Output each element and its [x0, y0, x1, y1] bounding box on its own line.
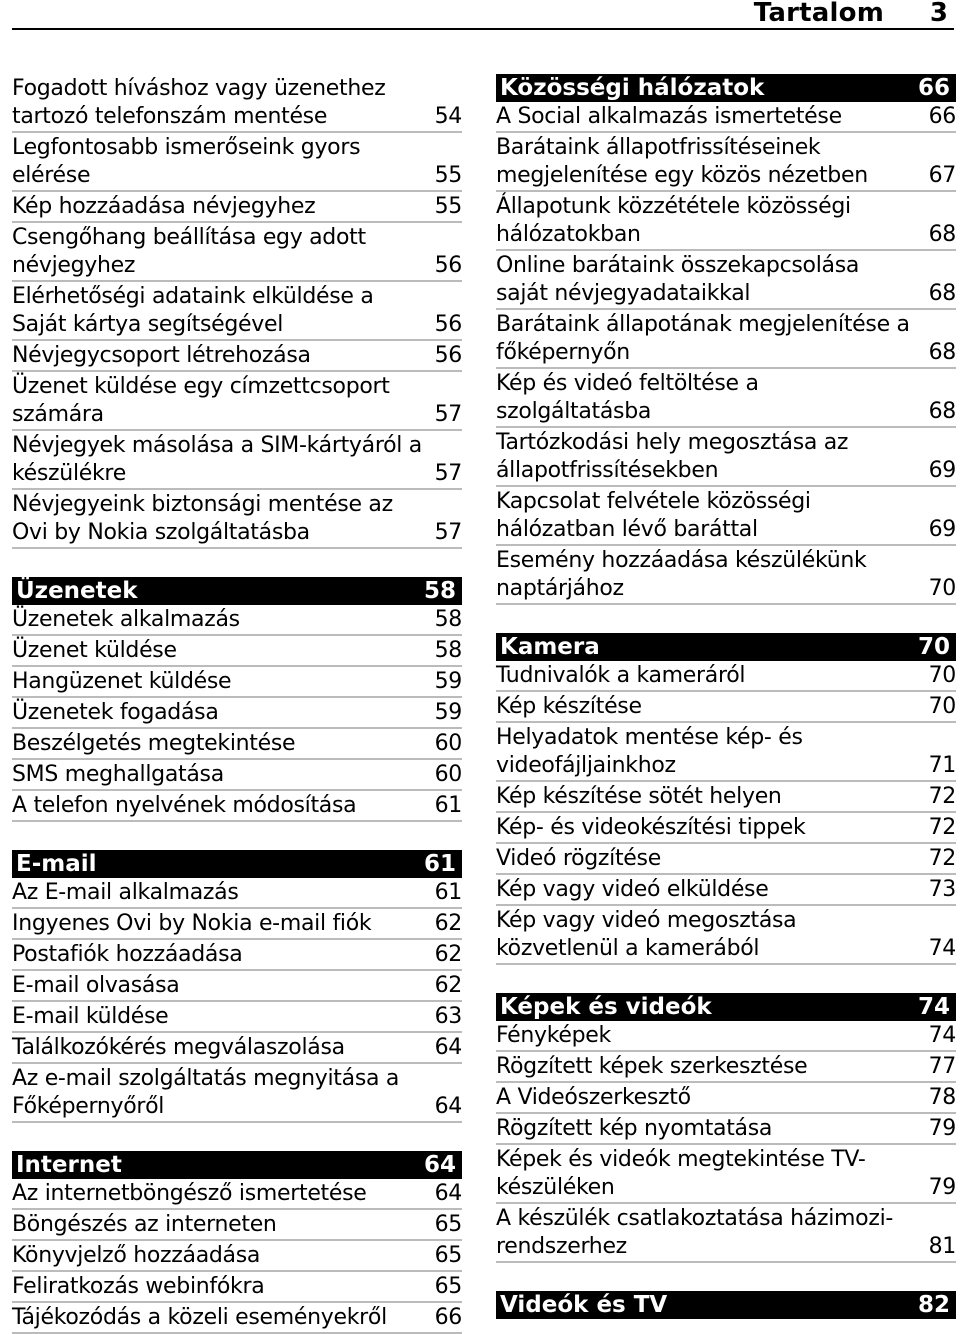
entry-title: Az e-mail szolgáltatás megnyitása a Főképernyőről	[12, 1066, 400, 1119]
entry-page-number: 68	[928, 340, 956, 365]
entry-title: Tartózkodási hely megosztása az állapotfrissítésekben	[496, 430, 849, 483]
toc-entry[interactable]	[12, 1303, 462, 1334]
entry-title: Feliratkozás webinfókra	[12, 1274, 265, 1299]
entry-page-number: 55	[434, 194, 462, 219]
entry-title: Az E-mail alkalmazás	[12, 880, 239, 905]
entry-page-number: 66	[928, 104, 956, 129]
entry-page-number: 57	[434, 461, 462, 486]
entry-title: Kép készítése sötét helyen	[496, 784, 782, 809]
toc-section-heading[interactable]	[496, 993, 956, 1021]
toc-entry[interactable]	[496, 1021, 956, 1052]
toc-entry[interactable]	[496, 546, 956, 605]
entry-page-number: 63	[434, 1004, 462, 1029]
toc-entry[interactable]	[496, 661, 956, 692]
entry-page-number: 79	[928, 1116, 956, 1141]
entry-title: Képek és videók megtekintése TV-készüléken	[496, 1147, 866, 1200]
entry-title: Találkozókérés megválaszolása	[12, 1035, 345, 1060]
section-page-number: 58	[423, 578, 456, 604]
entry-title: A készülék csatlakoztatása házimozi-rendszerhez	[496, 1206, 894, 1259]
entry-page-number: 61	[434, 793, 462, 818]
toc-entry[interactable]	[12, 1179, 462, 1210]
entry-title: Barátaink állapotfrissítéseinek megjelenítése egy közös nézetben	[496, 135, 868, 188]
entry-title: Rögzített kép nyomtatása	[496, 1116, 773, 1141]
entry-page-number: 73	[928, 877, 956, 902]
toc-entry[interactable]	[496, 192, 956, 251]
entry-page-number: 65	[434, 1243, 462, 1268]
entry-title: Kép vagy videó elküldése	[496, 877, 769, 902]
entry-page-number: 74	[928, 1023, 956, 1048]
entry-page-number: 62	[434, 911, 462, 936]
entry-page-number: 61	[434, 880, 462, 905]
section-title: Videók és TV	[500, 1292, 668, 1318]
entry-title: Videó rögzítése	[496, 846, 661, 871]
toc-entry[interactable]	[496, 813, 956, 844]
toc-entry[interactable]	[496, 1114, 956, 1145]
header-rule	[12, 28, 954, 30]
entry-title: Csengőhang beállítása egy adott névjegyhez	[12, 225, 366, 278]
entry-page-number: 70	[928, 694, 956, 719]
entry-page-number: 81	[928, 1234, 956, 1259]
entry-page-number: 57	[434, 520, 462, 545]
entry-page-number: 60	[434, 731, 462, 756]
entry-page-number: 60	[434, 762, 462, 787]
toc-entry[interactable]	[12, 1210, 462, 1241]
section-page-number: 74	[917, 994, 950, 1020]
toc-right-column	[496, 74, 956, 1319]
entry-page-number: 57	[434, 402, 462, 427]
toc-entry[interactable]	[12, 282, 462, 341]
header-title: Tartalom	[753, 0, 884, 28]
entry-title: A telefon nyelvének módosítása	[12, 793, 357, 818]
entry-page-number: 71	[928, 753, 956, 778]
entry-title: Az internetböngésző ismertetése	[12, 1181, 367, 1206]
entry-page-number: 62	[434, 942, 462, 967]
toc-entry[interactable]	[12, 791, 462, 822]
toc-entry[interactable]	[12, 1241, 462, 1272]
entry-title: Online barátaink összekapcsolása saját névjegyadataikkal	[496, 253, 860, 306]
toc-section-heading[interactable]	[12, 850, 462, 878]
toc-entry[interactable]	[496, 1052, 956, 1083]
entry-page-number: 64	[434, 1035, 462, 1060]
toc-entry[interactable]	[496, 251, 956, 310]
toc-entry[interactable]	[12, 133, 462, 192]
entry-page-number: 74	[928, 936, 956, 961]
entry-title: Hangüzenet küldése	[12, 669, 232, 694]
entry-title: Legfontosabb ismerőseink gyors elérése	[12, 135, 361, 188]
toc-entry[interactable]	[12, 74, 462, 133]
toc-section-heading[interactable]	[12, 1151, 462, 1179]
entry-title: Üzenet küldése egy címzettcsoport számára	[12, 374, 390, 427]
toc-entry[interactable]	[12, 760, 462, 791]
entry-page-number: 64	[434, 1181, 462, 1206]
entry-page-number: 79	[928, 1175, 956, 1200]
section-title: Internet	[16, 1152, 122, 1178]
entry-title: Kép készítése	[496, 694, 642, 719]
toc-entry[interactable]	[12, 940, 462, 971]
entry-page-number: 70	[928, 663, 956, 688]
entry-title: Ingyenes Ovi by Nokia e-mail fiók	[12, 911, 372, 936]
section-title: E-mail	[16, 851, 97, 877]
entry-title: Böngészés az interneten	[12, 1212, 277, 1237]
section-title: Kamera	[500, 634, 600, 660]
entry-page-number: 56	[434, 253, 462, 278]
toc-entry[interactable]	[496, 844, 956, 875]
section-page-number: 66	[917, 75, 950, 101]
entry-title: E-mail olvasása	[12, 973, 180, 998]
toc-section-heading[interactable]	[496, 74, 956, 102]
entry-title: A Videószerkesztő	[496, 1085, 691, 1110]
toc-section-heading[interactable]	[496, 1291, 956, 1319]
section-page-number: 64	[423, 1152, 456, 1178]
entry-page-number: 68	[928, 399, 956, 424]
toc-entry[interactable]	[496, 428, 956, 487]
entry-page-number: 66	[434, 1305, 462, 1330]
toc-entry[interactable]	[496, 487, 956, 546]
entry-page-number: 56	[434, 312, 462, 337]
entry-title: Postafiók hozzáadása	[12, 942, 243, 967]
entry-title: Üzenet küldése	[12, 638, 177, 663]
toc-entry[interactable]	[12, 1272, 462, 1303]
entry-title: Fogadott híváshoz vagy üzenethez tartozó telefonszám mentése	[12, 76, 386, 129]
entry-page-number: 55	[434, 163, 462, 188]
entry-title: Esemény hozzáadása készülékünk naptárjához	[496, 548, 867, 601]
toc-entry[interactable]	[496, 782, 956, 813]
toc-entry[interactable]	[12, 372, 462, 431]
entry-title: Beszélgetés megtekintése	[12, 731, 296, 756]
toc-entry[interactable]	[496, 723, 956, 782]
entry-page-number: 68	[928, 222, 956, 247]
toc-entry[interactable]	[12, 878, 462, 909]
toc-entry[interactable]	[12, 223, 462, 282]
entry-page-number: 65	[434, 1212, 462, 1237]
toc-entry[interactable]	[496, 133, 956, 192]
toc-entry[interactable]	[12, 667, 462, 698]
toc-entry[interactable]	[12, 605, 462, 636]
toc-entry[interactable]	[12, 698, 462, 729]
toc-entry[interactable]	[12, 192, 462, 223]
entry-page-number: 67	[928, 163, 956, 188]
entry-title: A Social alkalmazás ismertetése	[496, 104, 842, 129]
section-page-number: 82	[917, 1292, 950, 1318]
toc-entry[interactable]	[496, 1083, 956, 1114]
entry-title: Elérhetőségi adataink elküldése a Saját kártya segítségével	[12, 284, 374, 337]
toc-entry[interactable]	[496, 310, 956, 369]
page-header	[0, 0, 960, 32]
toc-entry[interactable]	[12, 909, 462, 940]
entry-page-number: 58	[434, 607, 462, 632]
entry-title: Kapcsolat felvétele közösségi hálózatban lévő baráttal	[496, 489, 811, 542]
toc-entry[interactable]	[12, 431, 462, 490]
entry-title: Helyadatok mentése kép- és videofájljainkhoz	[496, 725, 803, 778]
entry-title: Kép- és videokészítési tippek	[496, 815, 806, 840]
toc-entry[interactable]	[496, 692, 956, 723]
section-title: Képek és videók	[500, 994, 712, 1020]
entry-title: E-mail küldése	[12, 1004, 169, 1029]
toc-entry[interactable]	[12, 729, 462, 760]
entry-title: Tudnivalók a kameráról	[496, 663, 746, 688]
entry-page-number: 72	[928, 784, 956, 809]
entry-page-number: 70	[928, 576, 956, 601]
entry-title: Névjegyek másolása a SIM-kártyáról a készülékre	[12, 433, 422, 486]
entry-page-number: 77	[928, 1054, 956, 1079]
entry-title: Névjegycsoport létrehozása	[12, 343, 311, 368]
entry-title: Tájékozódás a közeli eseményekről	[12, 1305, 387, 1330]
section-title: Üzenetek	[16, 578, 138, 604]
entry-title: Üzenetek alkalmazás	[12, 607, 240, 632]
entry-page-number: 59	[434, 700, 462, 725]
toc-left-column	[12, 74, 462, 1334]
toc-entry[interactable]	[12, 1033, 462, 1064]
toc-entry[interactable]	[496, 875, 956, 906]
toc-entry[interactable]	[12, 490, 462, 549]
entry-page-number: 68	[928, 281, 956, 306]
entry-page-number: 54	[434, 104, 462, 129]
entry-title: Rögzített képek szerkesztése	[496, 1054, 808, 1079]
toc-entry[interactable]	[496, 369, 956, 428]
entry-page-number: 64	[434, 1094, 462, 1119]
entry-page-number: 56	[434, 343, 462, 368]
entry-title: Üzenetek fogadása	[12, 700, 219, 725]
entry-page-number: 65	[434, 1274, 462, 1299]
toc-entry[interactable]	[496, 1145, 956, 1204]
toc-section-heading[interactable]	[12, 577, 462, 605]
entry-title: Barátaink állapotának megjelenítése a főképernyőn	[496, 312, 910, 365]
toc-entry[interactable]	[12, 1002, 462, 1033]
entry-title: Kép hozzáadása névjegyhez	[12, 194, 316, 219]
entry-title: Könyvjelző hozzáadása	[12, 1243, 261, 1268]
entry-page-number: 62	[434, 973, 462, 998]
toc-entry[interactable]	[12, 971, 462, 1002]
toc-entry[interactable]	[12, 1064, 462, 1123]
entry-title: Kép vagy videó megosztása közvetlenül a kamerából	[496, 908, 797, 961]
toc-entry[interactable]	[12, 636, 462, 667]
entry-page-number: 69	[928, 517, 956, 542]
toc-entry[interactable]	[496, 906, 956, 965]
entry-page-number: 59	[434, 669, 462, 694]
header-page-number: 3	[929, 0, 948, 28]
section-title: Közösségi hálózatok	[500, 75, 765, 101]
entry-page-number: 69	[928, 458, 956, 483]
entry-title: Fényképek	[496, 1023, 611, 1048]
toc-section-heading[interactable]	[496, 633, 956, 661]
entry-title: SMS meghallgatása	[12, 762, 224, 787]
entry-page-number: 72	[928, 846, 956, 871]
section-page-number: 70	[917, 634, 950, 660]
entry-title: Névjegyeink biztonsági mentése az Ovi by Nokia szolgáltatásba	[12, 492, 393, 545]
toc-entry[interactable]	[496, 102, 956, 133]
toc-entry[interactable]	[496, 1204, 956, 1263]
entry-page-number: 78	[928, 1085, 956, 1110]
section-page-number: 61	[423, 851, 456, 877]
entry-page-number: 72	[928, 815, 956, 840]
entry-title: Kép és videó feltöltése a szolgáltatásba	[496, 371, 759, 424]
entry-page-number: 58	[434, 638, 462, 663]
entry-title: Állapotunk közzététele közösségi hálózatokban	[496, 194, 851, 247]
toc-entry[interactable]	[12, 341, 462, 372]
